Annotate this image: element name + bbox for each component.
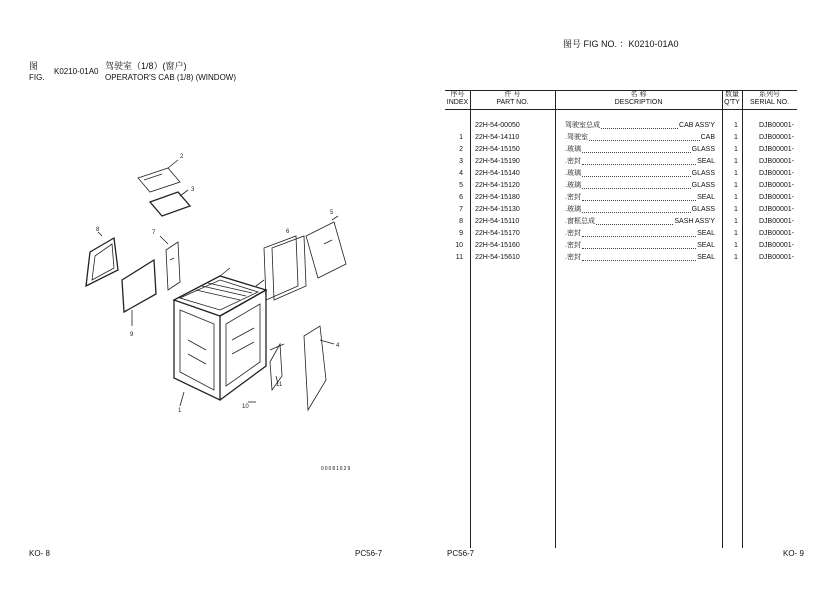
row-part-no: 22H-54-15150 <box>475 146 520 153</box>
row-serial: DJB00001- <box>759 158 795 165</box>
row-description <box>565 156 715 168</box>
row-index: 5 <box>459 182 463 189</box>
row-index: 7 <box>459 206 463 213</box>
row-serial: DJB00001- <box>759 206 795 213</box>
row-part-no: 22H-54-15160 <box>475 242 520 249</box>
part-2-roof-glass <box>138 160 180 192</box>
row-description <box>565 180 715 192</box>
row-desc-cn: .密封 <box>565 230 581 237</box>
leader-dots <box>582 180 691 189</box>
row-desc-en: GLASS <box>691 146 715 153</box>
row-desc-en: SASH ASS'Y <box>674 218 715 225</box>
leader-dots <box>582 252 696 261</box>
row-desc-cn: .密封 <box>565 242 581 249</box>
row-desc-en: SEAL <box>697 230 715 237</box>
footer-left-page-number: KO- 8 <box>29 549 50 558</box>
callout-3: 3 <box>191 187 195 193</box>
row-index: 4 <box>459 170 463 177</box>
row-description <box>565 216 715 228</box>
row-description <box>565 120 715 132</box>
col-header-description: 名 称 DESCRIPTION <box>614 91 663 106</box>
exploded-view-drawing <box>70 140 370 440</box>
table-row <box>445 204 797 216</box>
row-desc-en: SEAL <box>697 242 715 249</box>
leader-dots <box>596 216 673 225</box>
col-header-qty: 数量 Q'TY <box>724 91 740 106</box>
row-part-no: 22H-54-15130 <box>475 206 520 213</box>
row-serial: DJB00001- <box>759 194 795 201</box>
row-desc-en: GLASS <box>691 182 715 189</box>
footer-left-model: PC56-7 <box>355 549 383 558</box>
callout-5: 5 <box>330 210 334 216</box>
row-desc-cn: .密封 <box>565 254 581 261</box>
part-9-seal <box>122 260 156 326</box>
table-row <box>445 252 797 264</box>
callout-1: 1 <box>178 408 182 414</box>
table-row <box>445 168 797 180</box>
row-qty: 1 <box>734 194 738 201</box>
row-desc-cn: .玻璃 <box>565 206 581 213</box>
leader-dots <box>582 228 696 237</box>
row-index: 8 <box>459 218 463 225</box>
part-5-glass <box>306 216 346 278</box>
row-qty: 1 <box>734 122 738 129</box>
row-serial: DJB00001- <box>759 122 795 129</box>
row-desc-en: GLASS <box>691 170 715 177</box>
row-qty: 1 <box>734 254 738 261</box>
part-4-glass <box>304 326 334 410</box>
row-part-no: 22H-54-00050 <box>475 122 520 129</box>
leader-dots <box>582 144 691 153</box>
row-qty: 1 <box>734 182 738 189</box>
part-3-roof-seal <box>150 190 190 216</box>
callout-11: 11 <box>276 382 283 388</box>
row-qty: 1 <box>734 218 738 225</box>
table-row <box>445 144 797 156</box>
col-header-part-no: 件 号 PART NO. <box>496 91 529 106</box>
row-desc-cn: .密封 <box>565 194 581 201</box>
callout-7: 7 <box>152 230 156 236</box>
row-serial: DJB00001- <box>759 254 795 261</box>
row-index: 3 <box>459 158 463 165</box>
row-serial: DJB00001- <box>759 146 795 153</box>
row-serial: DJB00001- <box>759 170 795 177</box>
table-row <box>445 120 797 132</box>
leader-dots <box>582 240 696 249</box>
row-serial: DJB00001- <box>759 218 795 225</box>
table-row <box>445 216 797 228</box>
row-description <box>565 132 715 144</box>
callout-2: 2 <box>180 154 184 160</box>
row-part-no: 22H-54-15120 <box>475 182 520 189</box>
table-row <box>445 240 797 252</box>
row-part-no: 22H-54-15610 <box>475 254 520 261</box>
part-1-cab-body <box>174 268 284 400</box>
row-index: 1 <box>459 134 463 141</box>
leader-dots <box>582 192 696 201</box>
part-7-glass <box>160 236 180 290</box>
leader-dots <box>582 168 691 177</box>
row-desc-cn: .玻璃 <box>565 182 581 189</box>
row-desc-en: CAB ASS'Y <box>679 122 715 129</box>
row-desc-cn: .玻璃 <box>565 170 581 177</box>
fig-number: K0210-01A0 <box>54 67 99 76</box>
part-10-11-seal <box>248 344 282 402</box>
row-part-no: 22H-54-15190 <box>475 158 520 165</box>
row-qty: 1 <box>734 206 738 213</box>
table-row <box>445 192 797 204</box>
leader-dots <box>589 132 700 141</box>
row-qty: 1 <box>734 230 738 237</box>
footer-right-page-number: KO- 9 <box>783 549 804 558</box>
row-serial: DJB00001- <box>759 230 795 237</box>
row-description <box>565 228 715 240</box>
row-serial: DJB00001- <box>759 182 795 189</box>
row-description <box>565 252 715 264</box>
row-part-no: 22H-54-15140 <box>475 170 520 177</box>
table-row <box>445 180 797 192</box>
footer-right-model: PC56-7 <box>447 549 475 558</box>
row-index: 11 <box>455 254 463 261</box>
callout-9: 9 <box>130 332 134 338</box>
row-qty: 1 <box>734 170 738 177</box>
parts-table <box>445 90 797 548</box>
row-index: 6 <box>459 194 463 201</box>
row-index: 2 <box>459 146 463 153</box>
row-description <box>565 192 715 204</box>
callout-6: 6 <box>286 229 290 235</box>
row-qty: 1 <box>734 146 738 153</box>
row-index: 9 <box>459 230 463 237</box>
row-qty: 1 <box>734 134 738 141</box>
row-desc-cn: .密封 <box>565 158 581 165</box>
row-qty: 1 <box>734 242 738 249</box>
table-row <box>445 156 797 168</box>
row-part-no: 22H-54-15170 <box>475 230 520 237</box>
leader-dots <box>582 204 691 213</box>
row-description <box>565 168 715 180</box>
row-desc-en: CAB <box>700 134 715 141</box>
row-index: 10 <box>455 242 463 249</box>
callout-4: 4 <box>336 343 340 349</box>
row-part-no: 22H-54-14110 <box>475 134 520 141</box>
callout-8: 8 <box>96 227 100 233</box>
row-serial: DJB00001- <box>759 242 795 249</box>
leader-dots <box>582 156 696 165</box>
fig-label-en: FIG. <box>29 73 45 82</box>
leader-dots <box>601 120 678 129</box>
col-header-serial: 系列号 SERIAL NO. <box>749 91 790 106</box>
row-desc-en: SEAL <box>697 254 715 261</box>
row-desc-en: SEAL <box>697 194 715 201</box>
row-serial: DJB00001- <box>759 134 795 141</box>
row-description <box>565 204 715 216</box>
row-desc-cn: .窗框总成 <box>565 218 595 225</box>
row-description <box>565 144 715 156</box>
drawing-code: 00081629 <box>321 466 352 472</box>
row-description <box>565 240 715 252</box>
fig-header: 图号 FIG NO. ：K0210-01A0 <box>563 39 679 49</box>
title-cn: 驾驶室（1/8）(窗户) <box>105 61 187 71</box>
row-desc-en: GLASS <box>691 206 715 213</box>
row-desc-cn: 驾驶室总成 <box>565 122 600 129</box>
row-part-no: 22H-54-15180 <box>475 194 520 201</box>
row-qty: 1 <box>734 158 738 165</box>
callout-10: 10 <box>242 404 249 410</box>
fig-label-cn: 图 <box>29 61 39 71</box>
col-header-index: 序号 INDEX <box>446 91 469 106</box>
part-6-seal <box>264 236 306 300</box>
table-row <box>445 132 797 144</box>
row-desc-en: SEAL <box>697 158 715 165</box>
row-desc-cn: .驾驶室 <box>565 134 588 141</box>
title-en: OPERATOR'S CAB (1/8) (WINDOW) <box>105 73 237 82</box>
table-row <box>445 228 797 240</box>
part-8-sash <box>86 232 118 286</box>
row-desc-cn: .玻璃 <box>565 146 581 153</box>
row-part-no: 22H-54-15110 <box>475 218 520 225</box>
